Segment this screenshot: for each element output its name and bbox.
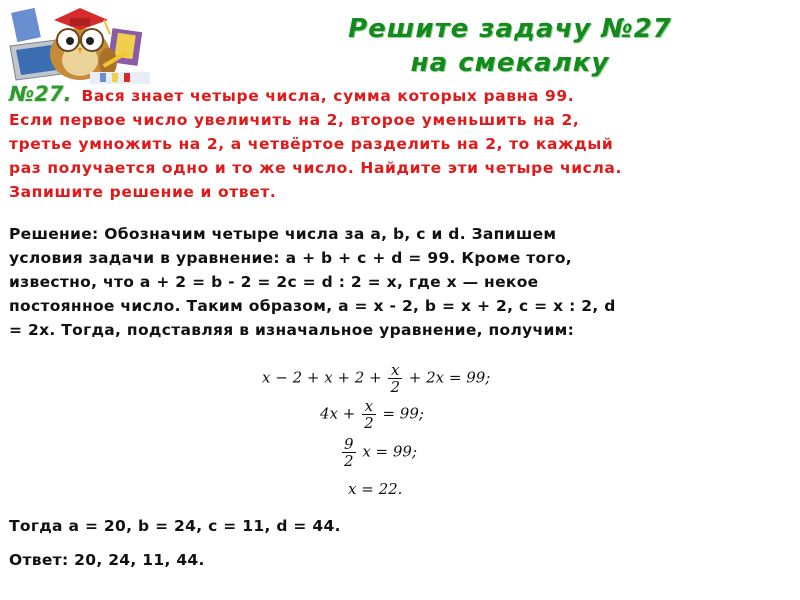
equation-3: $\frac{9}{2}$ x = 99; [344,435,418,470]
title-line-1: Решите задачу №27 [348,14,672,44]
equation-2: 4x + $\frac{x}{2}$ = 99; [320,397,424,432]
solution-line: условия задачи в уравнение: a + b + c + d = 99. Кроме того, [9,249,572,267]
owl-logo-illustration [4,0,156,86]
equation-1: x − 2 + x + 2 + $\frac{x}{2}$ + 2x = 99; [262,361,491,396]
fraction: $\frac{x}{2}$ [390,361,400,396]
problem-number: №27. [9,82,72,106]
result-line: Тогда a = 20, b = 24, c = 11, d = 44. [9,517,341,535]
problem-line: №27. Вася знает четыре числа, сумма которых равна 99. [9,82,575,106]
problem-line: Запишите решение и ответ. [9,183,277,201]
answer-block [9,514,789,582]
problem-line: Если первое число увеличить на 2, второе уменьшить на 2, [9,111,580,129]
problem-line: раз получается одно и то же число. Найдите эти четыре числа. [9,159,622,177]
fraction: $\frac{x}{2}$ [364,397,374,432]
equation-block [262,362,522,502]
solution-line: Решение: Обозначим четыре числа за a, b, c и d. Запишем [9,225,557,243]
answer-line: Ответ: 20, 24, 11, 44. [9,551,205,569]
problem-statement [9,82,787,204]
equation-4: x = 22. [348,480,403,498]
problem-line: третье умножить на 2, а четвёртое разделить на 2, то каждый [9,135,614,153]
solution-line: постоянное число. Таким образом, a = x - 2, b = x + 2, c = x : 2, d [9,297,616,315]
slide-title [330,12,690,80]
solution-line: = 2x. Тогда, подставляя в изначальное уравнение, получим: [9,321,575,339]
solution-line: известно, что a + 2 = b - 2 = 2c = d : 2 = x, где x — некое [9,273,539,291]
fraction: $\frac{9}{2}$ [344,435,354,470]
solution-text [9,222,789,342]
title-line-2: на смекалку [410,48,610,78]
